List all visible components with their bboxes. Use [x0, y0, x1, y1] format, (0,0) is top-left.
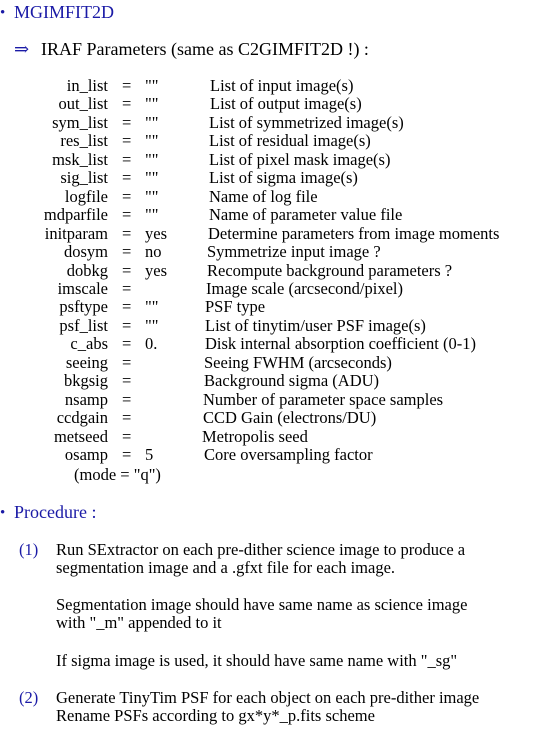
param-name: dosym	[63, 242, 108, 262]
param-description: List of symmetrized image(s)	[209, 112, 404, 132]
param-equals: =	[122, 334, 132, 354]
param-equals: =	[122, 260, 132, 280]
step1-text-line1: Run SExtractor on each pre-dither science image to produce a	[56, 540, 466, 559]
param-row	[0, 298, 555, 316]
param-name: psf_list	[59, 315, 108, 335]
param-name: ccdgain	[56, 408, 108, 428]
param-name: imscale	[57, 278, 108, 298]
procedure-bullet: •	[0, 505, 6, 521]
param-description: List of sigma image(s)	[209, 168, 358, 188]
param-description: List of residual image(s)	[209, 131, 371, 151]
param-name: bkgsig	[63, 371, 108, 391]
param-name: mdparfile	[43, 205, 108, 225]
param-row	[0, 428, 555, 446]
param-value: ""	[145, 131, 159, 151]
param-description: Symmetrize input image ?	[207, 242, 381, 262]
param-name: metseed	[53, 426, 108, 446]
param-equals: =	[122, 94, 132, 114]
param-value: ""	[145, 94, 159, 114]
param-name: out_list	[58, 94, 108, 114]
step1-note2: If sigma image is used, it should have same name with "_sg"	[56, 651, 458, 670]
implies-arrow-icon: ⇒	[14, 39, 29, 59]
param-name: psftype	[59, 297, 108, 317]
param-row	[0, 114, 555, 132]
param-name: sym_list	[52, 112, 108, 132]
param-description: List of pixel mask image(s)	[209, 149, 391, 169]
step2-text-line1: Generate TinyTim PSF for each object on each pre-dither image	[56, 688, 480, 707]
param-equals: =	[122, 408, 132, 428]
param-description: PSF type	[205, 297, 266, 317]
param-value: ""	[145, 297, 159, 317]
param-description: List of input image(s)	[210, 76, 354, 95]
param-name: c_abs	[70, 334, 108, 354]
param-value: ""	[145, 76, 159, 95]
param-equals: =	[122, 242, 132, 262]
param-name: dobkg	[66, 260, 108, 280]
param-equals: =	[122, 297, 132, 317]
param-description: Disk internal absorption coefficient (0-1)	[205, 334, 476, 354]
step1-note1-line1: Segmentation image should have same name as science image	[56, 595, 468, 614]
param-name: msk_list	[52, 149, 108, 169]
param-equals: =	[122, 371, 132, 391]
param-description: Name of log file	[209, 186, 318, 206]
step1-text-line2: segmentation image and a .gfxt file for each image.	[56, 558, 396, 577]
step-number-2: (2)	[19, 688, 39, 707]
param-value: yes	[145, 223, 167, 243]
mode-line: (mode = "q")	[74, 465, 161, 484]
param-description: Background sigma (ADU)	[204, 371, 380, 391]
param-description: List of output image(s)	[210, 94, 362, 114]
param-row	[0, 262, 555, 280]
step2-text-line2: Rename PSFs according to gx*y*_p.fits scheme	[56, 706, 375, 725]
param-row	[0, 132, 555, 150]
param-equals: =	[122, 315, 132, 335]
param-name: osamp	[64, 445, 108, 464]
param-equals: =	[122, 426, 132, 446]
param-value: ""	[145, 112, 159, 132]
param-value: 0.	[145, 334, 158, 354]
param-equals: =	[122, 149, 132, 169]
param-row	[0, 335, 555, 353]
param-name: sig_list	[60, 168, 108, 188]
param-description: Determine parameters from image moments	[208, 223, 500, 243]
param-value: no	[145, 242, 162, 262]
param-description: Number of parameter space samples	[203, 389, 444, 409]
param-equals: =	[122, 352, 132, 372]
param-equals: =	[122, 205, 132, 225]
param-row	[0, 77, 555, 95]
param-equals: =	[122, 168, 132, 188]
param-row	[0, 446, 555, 464]
step-number-1: (1)	[19, 540, 39, 559]
param-row	[0, 169, 555, 187]
param-description: Name of parameter value file	[209, 205, 403, 225]
param-value: ""	[145, 205, 159, 225]
param-row	[0, 151, 555, 169]
param-name: res_list	[60, 131, 108, 151]
page-title: MGIMFIT2D	[14, 2, 115, 22]
param-name: logfile	[64, 186, 108, 206]
param-row	[0, 391, 555, 409]
param-description: Image scale (arcsecond/pixel)	[206, 278, 403, 298]
param-row	[0, 354, 555, 372]
param-equals: =	[122, 389, 132, 409]
param-row	[0, 225, 555, 243]
param-name: initparam	[44, 223, 108, 243]
param-equals: =	[122, 223, 132, 243]
param-value: ""	[145, 315, 159, 335]
param-name: nsamp	[64, 389, 108, 409]
param-name: in_list	[66, 76, 108, 95]
param-row	[0, 95, 555, 113]
param-row	[0, 206, 555, 224]
param-description: Metropolis seed	[202, 426, 308, 446]
param-description: List of tinytim/user PSF image(s)	[205, 315, 426, 335]
param-row	[0, 317, 555, 335]
param-description: Seeing FWHM (arcseconds)	[204, 352, 392, 372]
param-description: Core oversampling factor	[204, 445, 373, 464]
param-equals: =	[122, 76, 132, 95]
step1-note1-line2: with "_m" appended to it	[56, 613, 222, 632]
param-equals: =	[122, 186, 132, 206]
heading-bullet: •	[0, 5, 6, 21]
param-description: CCD Gain (electrons/DU)	[203, 408, 377, 428]
param-name: seeing	[65, 352, 108, 372]
param-value: 5	[145, 445, 154, 464]
param-value: ""	[145, 186, 159, 206]
procedure-title: Procedure :	[14, 502, 97, 522]
param-row	[0, 243, 555, 261]
param-value: ""	[145, 168, 159, 188]
param-row	[0, 409, 555, 427]
param-description: Recompute background parameters ?	[207, 260, 453, 280]
param-row	[0, 188, 555, 206]
param-equals: =	[122, 112, 132, 132]
param-row	[0, 372, 555, 390]
param-equals: =	[122, 445, 132, 464]
section-subtitle: IRAF Parameters (same as C2GIMFIT2D !) :	[41, 39, 369, 59]
param-row	[0, 280, 555, 298]
param-value: ""	[145, 149, 159, 169]
param-equals: =	[122, 131, 132, 151]
param-value: yes	[145, 260, 167, 280]
param-equals: =	[122, 278, 132, 298]
